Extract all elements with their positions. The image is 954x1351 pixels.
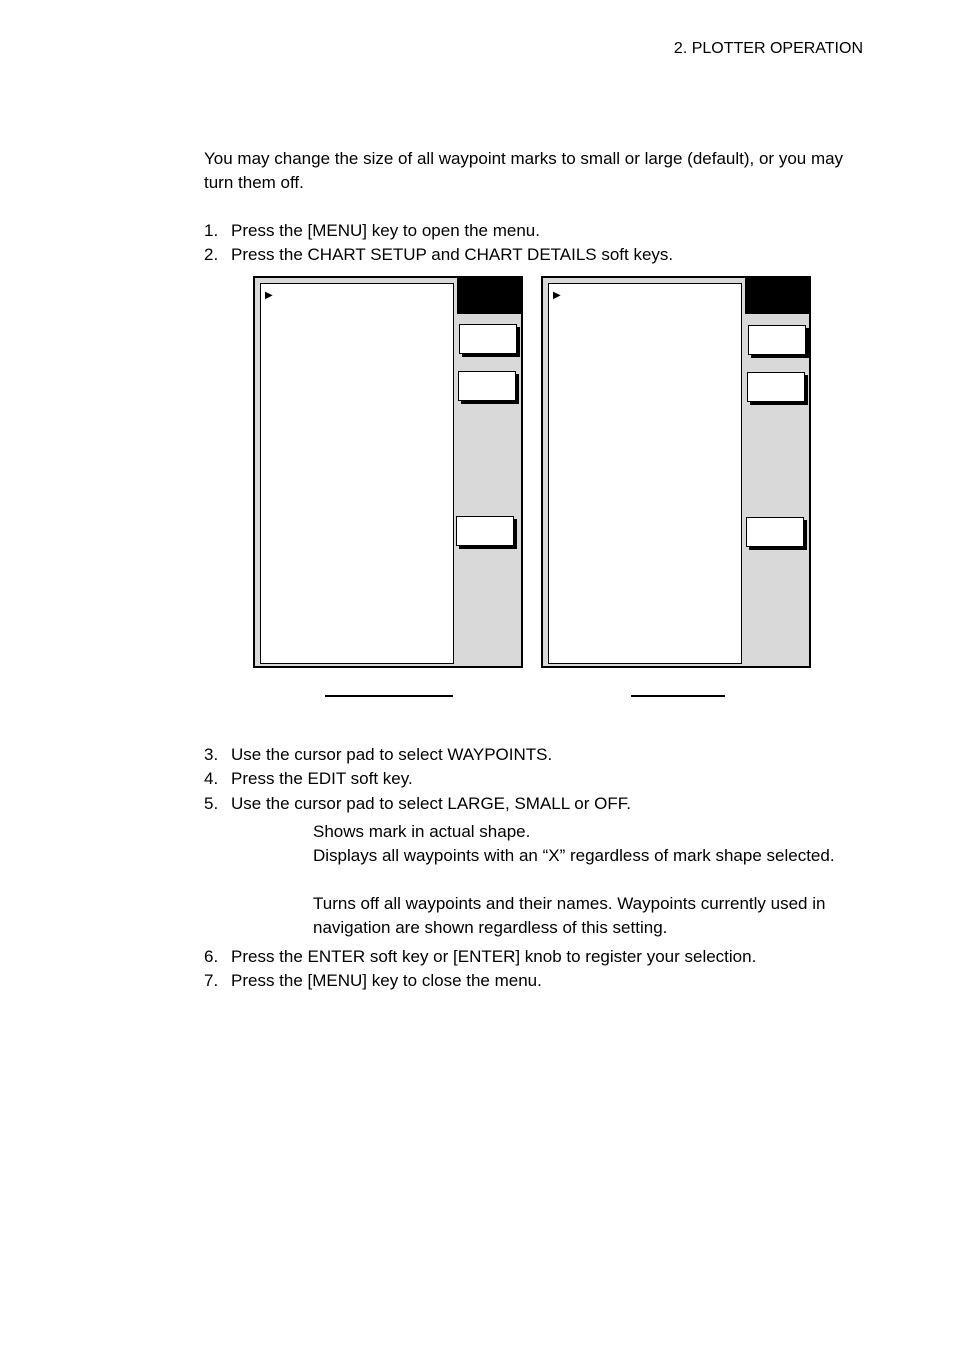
step-text: Press the [MENU] key to open the menu. <box>231 221 540 240</box>
menu-screen-chart-details <box>541 276 811 668</box>
step-number: 3. <box>204 745 219 764</box>
running-header: 2. PLOTTER OPERATION <box>673 40 863 57</box>
step-text: Press the ENTER soft key or [ENTER] knob to register your selection. <box>231 947 757 966</box>
softkey-1[interactable] <box>748 325 806 355</box>
step-3 <box>204 743 552 767</box>
softkey-3[interactable] <box>456 516 514 546</box>
step-number: 5. <box>204 794 219 813</box>
step-7 <box>204 969 542 993</box>
option-description-off: Turns off all waypoints and their names. Waypoints currently used in navigation are shown regardless of this setting. <box>313 894 826 937</box>
step-2 <box>204 243 673 267</box>
step-text: Press the EDIT soft key. <box>231 769 413 788</box>
step-4 <box>204 767 413 791</box>
step-text: Press the CHART SETUP and CHART DETAILS soft keys. <box>231 245 674 264</box>
menu-screen-chart-setup <box>253 276 523 668</box>
softkey-title-bar <box>457 278 521 314</box>
intro-paragraph: You may change the size of all waypoint marks to small or large (default), or you may turn them off. <box>204 149 844 192</box>
step-number: 2. <box>204 245 219 264</box>
caption-underline-right <box>631 695 725 697</box>
step-1 <box>204 219 540 243</box>
step-number: 6. <box>204 947 219 966</box>
step-text: Press the [MENU] key to close the menu. <box>231 971 542 990</box>
softkey-2[interactable] <box>458 371 516 401</box>
option-description-large: Shows mark in actual shape. <box>313 822 531 841</box>
caption-underline-left <box>325 695 453 697</box>
softkey-1[interactable] <box>459 324 517 354</box>
softkey-2[interactable] <box>747 372 805 402</box>
step-text: Use the cursor pad to select LARGE, SMALL or OFF. <box>231 794 631 813</box>
softkey-title-bar <box>745 278 809 314</box>
step-number: 7. <box>204 971 219 990</box>
menu-list-area <box>548 283 742 664</box>
cursor-arrow-icon: ▶ <box>265 290 273 301</box>
option-description-small: Displays all waypoints with an “X” regardless of mark shape selected. <box>313 846 835 865</box>
step-6 <box>204 945 756 969</box>
cursor-arrow-icon: ▶ <box>553 290 561 301</box>
step-number: 1. <box>204 221 219 240</box>
menu-list-area <box>260 283 454 664</box>
step-text: Use the cursor pad to select WAYPOINTS. <box>231 745 553 764</box>
softkey-3[interactable] <box>746 517 804 547</box>
step-number: 4. <box>204 769 219 788</box>
step-5 <box>204 792 631 816</box>
